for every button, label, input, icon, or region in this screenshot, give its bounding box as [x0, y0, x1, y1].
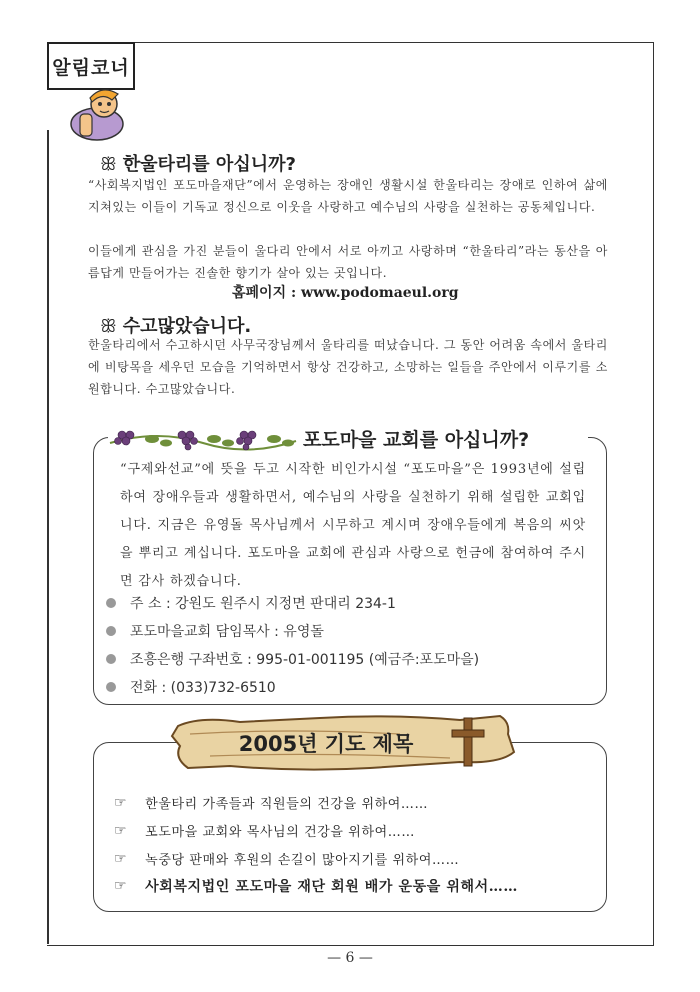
prayer-banner — [170, 712, 516, 774]
prayer-item — [114, 821, 415, 840]
prayer-item — [114, 793, 428, 812]
clover-icon: ꕥ — [100, 316, 117, 337]
section-title-text: 수고많았습니다. — [122, 316, 252, 337]
bullet-icon — [106, 598, 116, 608]
info-phone-text: 전화 : (033)732-6510 — [130, 680, 276, 696]
prayer-item — [114, 849, 459, 868]
section-title-hanultari — [100, 150, 296, 176]
thanks-paragraph: 한울타리에서 수고하시던 사무국장님께서 울타리를 떠났습니다. 그 동안 어려움 속에서 울타리에 비탕목을 세우던 모습을 기억하면서 항상 건강하고, 소망하는 일들을 주안에서 이루기를 소원합니다. 수고많았습니다. — [88, 338, 608, 396]
info-address-text: 주 소 : 강원도 원주시 지정면 판대리 234-1 — [130, 596, 396, 612]
info-pastor — [106, 621, 324, 641]
page-number: — 6 — — [327, 950, 373, 966]
bullet-icon — [106, 626, 116, 636]
info-pastor-text: 포도마을교회 담임목사 : 유영돌 — [130, 624, 324, 640]
prayer-item — [114, 876, 518, 896]
bullet-icon — [106, 682, 116, 692]
pointing-hand-icon: ☞ — [114, 794, 128, 811]
page-frame-left — [47, 130, 49, 944]
section-title-text: 한울타리를 아십니까? — [122, 154, 296, 175]
prayer-item-text: 녹중당 판매와 후원의 손길이 많아지기를 위하여…… — [145, 853, 460, 868]
pointing-hand-icon: ☞ — [114, 822, 128, 839]
church-description: “구제와선교”에 뜻을 두고 시작한 비인가시설 “포도마을”은 1993년에 설립하여 장애우들과 생활하면서, 예수님의 사랑을 실천하기 위해 설립한 교회입니다. 지금은 유영돌 목사님께서 시무하고 계시며 장애우들에게 복음의 씨앗을 뿌리고 계십니다. 포도마을 교회에 관심과 사랑으로 헌금에 참여하여 주시면 감사 하겠습니다. — [120, 462, 586, 589]
church-title: 포도마을 교회를 아십니까? — [303, 429, 530, 451]
hanultari-community: 이들에게 관심을 가진 분들이 울다리 안에서 서로 아끼고 사랑하며 “한울타리”라는 동산을 아름답게 만들어가는 진솔한 향기가 살아 있는 곳입니다. — [88, 244, 608, 280]
clover-icon: ꕥ — [100, 154, 117, 175]
prayer-banner-title: 2005년 기도 제목 — [238, 732, 414, 756]
prayer-item-text: 한울타리 가족들과 직원들의 건강을 위하여…… — [145, 797, 429, 812]
info-address — [106, 593, 396, 613]
mascot-icon — [62, 84, 132, 144]
grape-vine-icon — [108, 423, 298, 451]
info-phone — [106, 677, 276, 697]
pointing-hand-icon: ☞ — [114, 878, 128, 894]
corner-label: 알림코너 — [47, 42, 135, 90]
prayer-item-text: 포도마을 교회와 목사님의 건강을 위하여…… — [145, 825, 415, 840]
prayer-item-text: 사회복지법인 포도마을 재단 회원 배가 운동을 위해서…… — [145, 879, 518, 895]
pointing-hand-icon: ☞ — [114, 850, 128, 867]
info-bank-text: 조흥은행 구좌번호 : 995-01-001195 (예금주:포도마을) — [130, 652, 480, 668]
bullet-icon — [106, 654, 116, 664]
hanultari-description: “사회복지법인 포도마을재단”에서 운영하는 장애인 생활시설 한울타리는 장애로 인하여 삶에 지쳐있는 이들이 기독교 정신으로 이웃을 사랑하고 예수님의 사랑을 실천하는 공동체입니다. — [88, 178, 608, 214]
info-bank — [106, 649, 479, 669]
homepage-link[interactable]: 홈페이지 : www.podomaeul.org — [232, 285, 459, 301]
